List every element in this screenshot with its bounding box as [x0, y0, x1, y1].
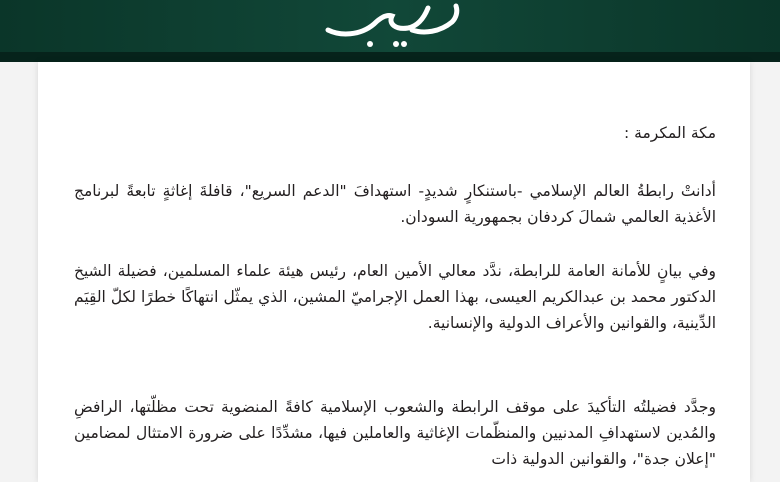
paragraph-3: وجدَّد فضيلتُه التأكيدَ على موقف الرابطة والشعوب الإسلامية كافةً المنضوية تحت مظلّتها، الرافضِ والمُدين لاستهدافِ المدنيين والمنظّمات الإغاثية والعاملين فيها، مشدِّدًا على ضرورة الامتثال لمضامين "إعلان جدة"، والقوانين الدولية ذات [74, 398, 716, 468]
paragraph-2: وفي بيانٍ للأمانة العامة للرابطة، ندَّد معالي الأمين العام، رئيس هيئة علماء المسلمين، فضيلة الشيخ الدكتور محمد بن عبدالكريم العيسى، بهذا العمل الإجراميّ المشين، الذي يمثّل انتهاكًا خطرًا لكلّ القِيَم الدِّينية، والقوانين والأعراف الدولية والإنسانية. [74, 262, 716, 332]
header-banner [0, 0, 780, 62]
header-band [0, 52, 780, 62]
statement-calligraphy-logo [300, 0, 480, 52]
location-line: مكة المكرمة : [624, 124, 716, 142]
paragraph-1: أدانتْ رابطةُ العالم الإسلامي -باستنكارٍ شديدٍ- استهدافَ "الدعم السريع"، قافلةَ إغاثةٍ تابعةً لبرنامج الأغذية العالمي شمالَ كردفان بجمهورية السودان. [74, 182, 716, 226]
